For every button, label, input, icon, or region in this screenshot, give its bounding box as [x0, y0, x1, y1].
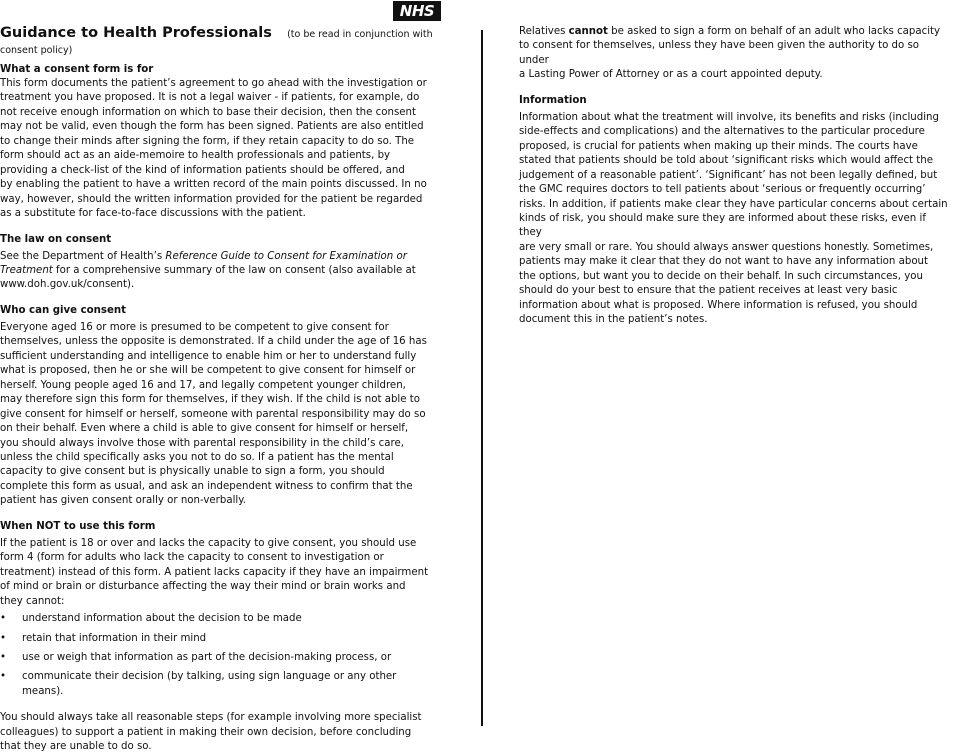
page-title	[0, 24, 440, 44]
text-line: unless the child specifically asks you not to do so. If a patient has the mental	[0, 451, 394, 463]
text-line: form 4 (form for adults who lack the capacity to consent to investigation or	[0, 552, 384, 564]
text-line	[0, 264, 440, 278]
text-line: Information about what the treatment will involve, its benefits and risks (including	[519, 111, 939, 123]
text-line: give consent for himself or herself, someone with parental responsibility may do so	[0, 408, 426, 420]
section-heading-information: Information	[519, 94, 587, 106]
text-line: to consent for themselves, unless they have been given the authority to do so under	[519, 40, 920, 66]
text-line: way, however, should the written information provided for the patient be regarded	[0, 193, 423, 205]
text-line	[0, 250, 440, 264]
text-line: If the patient is 18 or over and lacks the capacity to give consent, you should use	[0, 537, 417, 549]
text-line: treatment you have proposed. It is not a legal waiver - if patients, for example, do	[0, 92, 420, 104]
text-line: may not be valid, even though the form has been signed. Patients are also entitled	[0, 121, 424, 133]
text-run: for a comprehensive summary of the law on consent (also available at	[52, 264, 416, 276]
text-line: colleagues) to support a patient in making their own decision, before concluding	[0, 726, 412, 738]
title-note: (to be read in conjunction with	[287, 29, 433, 40]
consent-url: www.doh.gov.uk/consent).	[0, 279, 135, 291]
text-line: means).	[22, 685, 64, 697]
text-line: proposed, is crucial for patients when making up their minds. The courts have	[519, 140, 918, 152]
text-line: risks. In addition, if patients make clear they have particular concerns about certain	[519, 198, 948, 210]
text-line: that they are unable to do so.	[0, 741, 152, 753]
text-line: judgement of a reasonable patient’. ‘Significant’ has not been legally defined, but	[519, 169, 938, 181]
text-line: as a substitute for face-to-face discussions with the patient.	[0, 208, 306, 220]
title-note-continued: consent policy)	[0, 45, 73, 56]
section-body-who	[0, 321, 440, 509]
text-line: sufficient understanding and intelligence to enable him or her to understand fully	[0, 350, 417, 362]
left-column	[0, 0, 440, 755]
text-line: are very small or rare. You should always answer questions honestly. Sometimes,	[519, 241, 934, 253]
text-run: Relatives	[519, 26, 569, 37]
text-line: themselves, unless the opposite is demonstrated. If a child under the age of 16 has	[0, 336, 427, 348]
text-line: Everyone aged 16 or more is presumed to be competent to give consent for	[0, 321, 389, 333]
text-line: document this in the patient’s notes.	[519, 314, 708, 326]
text-line: you should always involve those with parental responsibility in the child’s care,	[0, 437, 404, 449]
text-line: of mind or brain or disturbance affecting the way their mind or brain works and	[0, 581, 406, 593]
reference-guide-title: Reference Guide to Consent for Examination or	[165, 250, 407, 262]
text-line: complete this form as usual, and ask an independent witness to confirm that the	[0, 480, 413, 492]
text-line: understand information about the decision to be made	[22, 613, 302, 625]
list-item	[0, 670, 440, 699]
text-line	[519, 25, 949, 39]
section-heading-law: The law on consent	[0, 233, 112, 245]
text-line: capacity to give consent but is physically unable to sign a form, you should	[0, 466, 385, 478]
text-line: the GMC requires doctors to tell patients about ‘serious or frequently occurring’	[519, 184, 926, 196]
text-run: See the Department of Health’s	[0, 250, 166, 262]
text-line: what is proposed, then he or she will be competent to give consent for himself or	[0, 365, 416, 377]
list-item	[0, 632, 440, 646]
text-line: may therefore sign this form for themselves, if they wish. If the child is not able to	[0, 394, 420, 406]
nhs-logo: NHS	[393, 1, 441, 21]
text-line: You should always take all reasonable steps (for example involving more specialist	[0, 712, 422, 724]
text-line: providing a check-list of the kind of information patients should be offered, and	[0, 164, 405, 176]
text-line: use or weigh that information as part of the decision-making process, or	[22, 651, 392, 663]
section-body-relatives	[519, 25, 949, 83]
section-body-law	[0, 250, 440, 293]
text-line: stated that patients should be told about ‘significant risks which would affect the	[519, 155, 934, 167]
text-line: retain that information in their mind	[22, 632, 207, 644]
text-line: they cannot:	[0, 595, 65, 607]
text-line: treatment) instead of this form. A patient lacks capacity if they have an impairment	[0, 566, 429, 578]
text-line: form should act as an aide-memoire to health professionals and patients, by	[0, 150, 391, 162]
section-heading-when-not: When NOT to use this form	[0, 520, 156, 532]
incapacity-criteria-list	[0, 612, 440, 699]
column-divider	[481, 30, 483, 726]
text-line: a Lasting Power of Attorney or as a court appointed deputy.	[519, 69, 823, 81]
section-body-information	[519, 111, 949, 328]
right-column	[519, 25, 949, 328]
section-heading-purpose: What a consent form is for	[0, 64, 154, 75]
text-line: This form documents the patient’s agreement to go ahead with the investigation or	[0, 78, 427, 89]
text-line: patient has given consent orally or non-verbally.	[0, 495, 247, 507]
text-line: kinds of risk, you should make sure they are informed about these risks, even if they	[519, 212, 926, 239]
text-line: to change their minds after signing the form, if they retain capacity to do so. The	[0, 135, 415, 147]
text-run: be asked to sign a form on behalf of an adult who lacks capacity	[607, 26, 941, 37]
text-line: information about what is proposed. Where information is refused, you should	[519, 299, 918, 311]
section-body-purpose	[0, 77, 440, 222]
text-line: side-effects and complications) and the alternatives to the particular procedure	[519, 126, 925, 138]
text-line: should do your best to ensure that the patient receives at least very basic	[519, 285, 898, 297]
reference-guide-title-continued: Treatment	[0, 264, 53, 276]
text-line: the options, but want you to decide on their behalf. In such circumstances, you	[519, 270, 923, 282]
text-line: patients may make it clear that they do not want to have any information about	[519, 256, 929, 268]
text-line: communicate their decision (by talking, using sign language or any other	[22, 671, 397, 683]
list-item	[0, 651, 440, 665]
text-line: on their behalf. Even where a child is able to give consent for himself or herself,	[0, 423, 409, 435]
text-line: herself. Young people aged 16 and 17, and legally competent younger children,	[0, 379, 406, 391]
section-body-when-not	[0, 537, 440, 755]
list-item	[0, 612, 440, 626]
title-text: Guidance to Health Professionals	[0, 25, 272, 41]
text-line: not receive enough information on which to base their decision, then the consent	[0, 106, 416, 118]
text-line: by enabling the patient to have a written record of the main points discussed. In no	[0, 179, 427, 191]
emphasis-cannot: cannot	[568, 26, 608, 37]
section-heading-who: Who can give consent	[0, 304, 127, 316]
